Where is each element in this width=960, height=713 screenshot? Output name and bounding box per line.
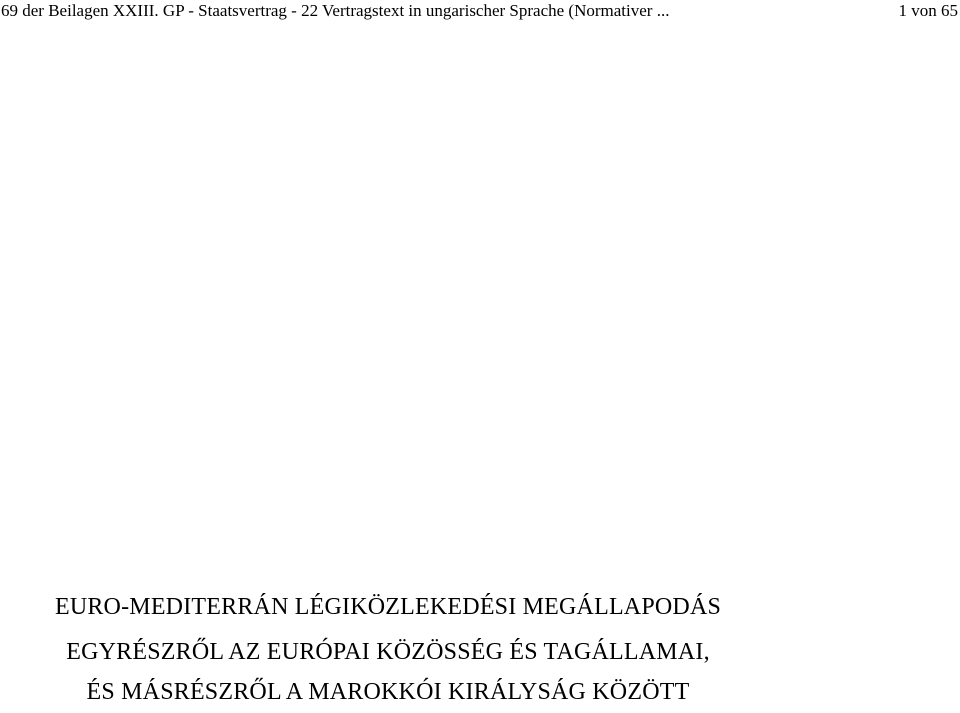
title-line: ÉS MÁSRÉSZRŐL A MAROKKÓI KIRÁLYSÁG KÖZÖTT (86, 679, 690, 705)
page-header (0, 0, 960, 24)
document-title (0, 595, 776, 704)
page-indicator: 1 von 65 (898, 1, 958, 20)
document-header-title: 69 der Beilagen XXIII. GP - Staatsvertrag - 22 Vertragstext in ungarischer Sprache (Normativer ... (1, 1, 670, 20)
title-line: EGYRÉSZRŐL AZ EURÓPAI KÖZÖSSÉG ÉS TAGÁLLAMAI, (66, 639, 710, 665)
title-line: EURO-MEDITERRÁN LÉGIKÖZLEKEDÉSI MEGÁLLAPODÁS (54, 594, 722, 620)
